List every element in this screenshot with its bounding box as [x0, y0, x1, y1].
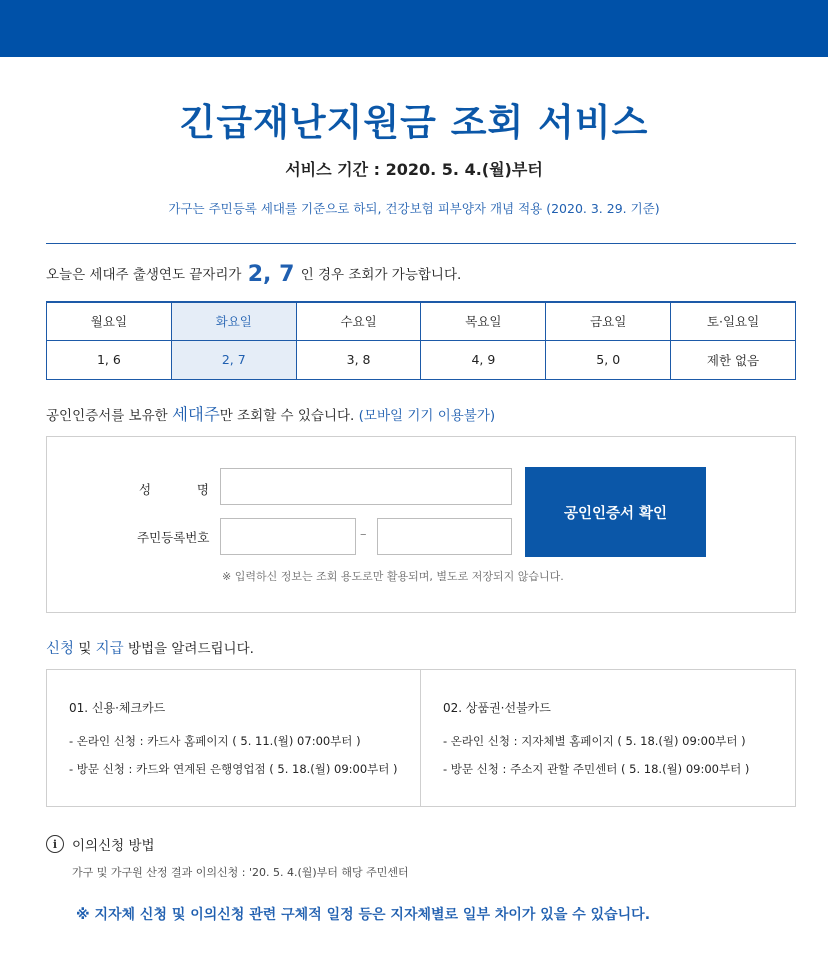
method-gift-card — [421, 670, 795, 806]
digits-wednesday: 3, 8 — [296, 340, 421, 379]
objection-title: 이의신청 방법 — [72, 838, 155, 854]
weekday-schedule-table — [46, 301, 796, 380]
regional-difference-note: ※ 지자체 신청 및 이의신청 관련 구체적 일정 등은 지자체별로 일부 차이가 있을 수 있습니다. — [76, 907, 651, 923]
objection-heading — [46, 834, 155, 854]
certificate-requirement — [46, 401, 495, 425]
name-label-part-2: 명 — [196, 482, 209, 497]
today-prefix: 오늘은 세대주 출생연도 끝자리가 — [46, 267, 242, 283]
method-heading — [46, 637, 254, 658]
section-divider — [46, 243, 796, 244]
method-pay: 지급 — [95, 641, 124, 657]
today-digits: 2, 7 — [247, 262, 295, 287]
digits-tuesday: 2, 7 — [171, 340, 296, 379]
service-period: 서비스 기간 : 2020. 5. 4.(월)부터 — [285, 160, 543, 179]
cert-emphasis: 세대주 — [171, 405, 220, 424]
today-suffix: 인 경우 조회가 가능합니다. — [300, 267, 462, 283]
name-label — [139, 480, 209, 498]
digits-weekend: 제한 없음 — [671, 340, 796, 379]
schedule-digits-row — [47, 340, 796, 379]
objection-text: 가구 및 가구원 산정 결과 이의신청 : '20. 5. 4.(월)부터 해당 주민센터 — [72, 866, 409, 879]
day-thursday: 목요일 — [421, 302, 546, 340]
lookup-form — [46, 436, 796, 613]
rrn-dash: – — [360, 527, 367, 542]
privacy-note: ※ 입력하신 정보는 조회 용도로만 활용되며, 별도로 저장되지 않습니다. — [222, 570, 564, 583]
digits-friday: 5, 0 — [546, 340, 671, 379]
name-label-part-1: 성 — [139, 482, 152, 497]
cert-mobile-note: (모바일 기기 이용불가) — [358, 408, 496, 424]
method-item: - 온라인 신청 : 카드사 홈페이지 ( 5. 11.(월) 07:00부터 ) — [69, 734, 361, 748]
day-friday: 금요일 — [546, 302, 671, 340]
method-and: 및 — [78, 641, 92, 657]
method-title: 02. 상품권·선불카드 — [443, 701, 551, 715]
digits-monday: 1, 6 — [47, 340, 172, 379]
rrn-front-input[interactable] — [220, 518, 356, 555]
method-apply: 신청 — [46, 641, 75, 657]
method-item: - 방문 신청 : 카드와 연계된 은행영업점 ( 5. 18.(월) 09:00부터 ) — [69, 762, 398, 776]
schedule-header-row — [47, 302, 796, 340]
certificate-confirm-button[interactable]: 공인인증서 확인 — [525, 467, 706, 557]
page-title: 긴급재난지원금 조회 서비스 — [179, 101, 649, 144]
digits-thursday: 4, 9 — [421, 340, 546, 379]
method-item: - 온라인 신청 : 지자체별 홈페이지 ( 5. 18.(월) 09:00부터 ) — [443, 734, 746, 748]
method-suffix: 방법을 알려드립니다. — [127, 641, 254, 657]
method-title: 01. 신용·체크카드 — [69, 701, 166, 715]
rrn-label: 주민등록번호 — [137, 530, 210, 545]
day-weekend: 토·일요일 — [671, 302, 796, 340]
day-wednesday: 수요일 — [296, 302, 421, 340]
method-box — [46, 669, 796, 807]
info-icon: i — [46, 835, 64, 853]
today-eligibility — [46, 262, 461, 287]
method-item: - 방문 신청 : 주소지 관할 주민센터 ( 5. 18.(월) 09:00부터 ) — [443, 762, 750, 776]
rrn-back-input[interactable] — [377, 518, 512, 555]
cert-prefix: 공인인증서를 보유한 — [46, 408, 168, 424]
day-tuesday: 화요일 — [171, 302, 296, 340]
name-input[interactable] — [220, 468, 512, 505]
method-credit-card — [47, 670, 421, 806]
day-monday: 월요일 — [47, 302, 172, 340]
top-banner — [0, 0, 828, 57]
cert-middle: 만 조회할 수 있습니다. — [219, 408, 355, 424]
household-notice: 가구는 주민등록 세대를 기준으로 하되, 건강보험 피부양자 개념 적용 (2020. 3. 29. 기준) — [168, 201, 660, 216]
